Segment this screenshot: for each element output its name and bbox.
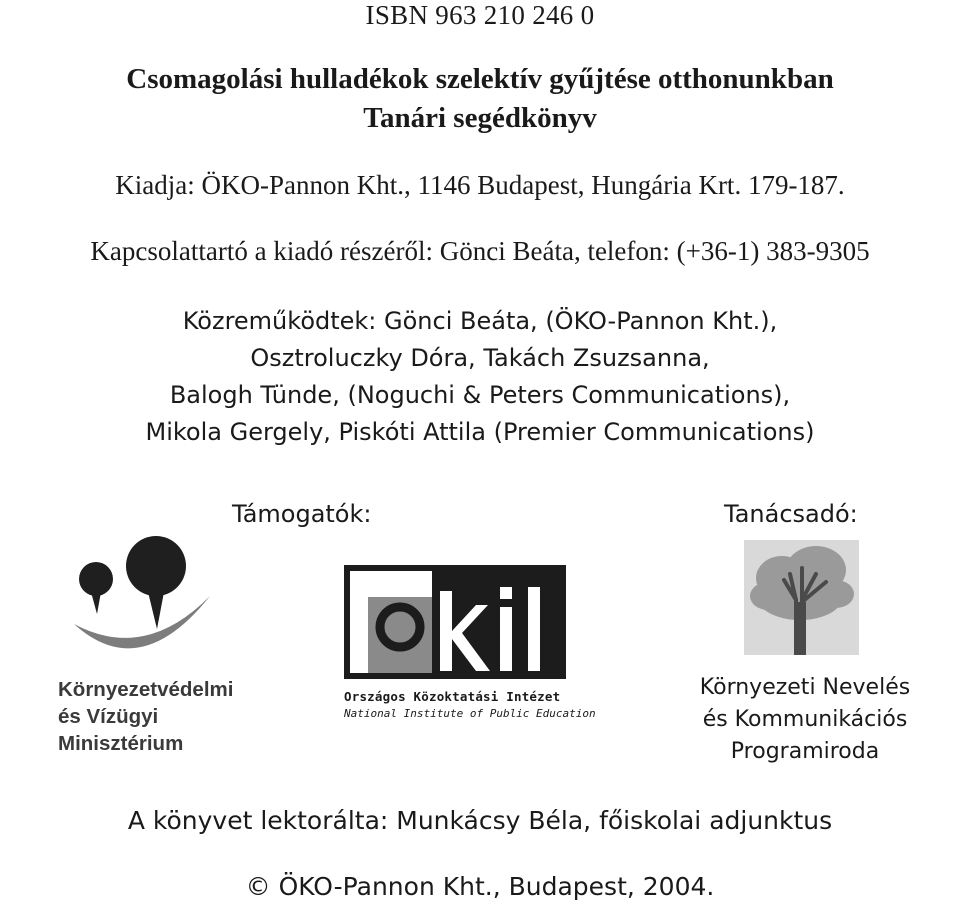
tree-logo-icon: [744, 540, 859, 655]
contributors-line: Közreműködtek: Gönci Beáta, (ÖKO-Pannon Kht.),: [182, 307, 778, 335]
oki-english-name: National Institute of Public Education: [344, 707, 596, 720]
book-subtitle: Tanári segédkönyv: [363, 102, 597, 134]
advisor-label: Tanácsadó:: [724, 500, 858, 528]
advisor-name-line: Programiroda: [730, 739, 880, 764]
contributors-line: Osztroluczky Dóra, Takách Zsuzsanna,: [250, 344, 710, 372]
ministry-name-line: Környezetvédelmi: [58, 678, 234, 701]
isbn: ISBN 963 210 246 0: [365, 0, 595, 30]
ministry-name-line: Minisztérium: [58, 732, 184, 755]
ministry-name-line: és Vízügyi: [58, 705, 159, 728]
advisor-name: [660, 672, 950, 768]
contributors-line: Balogh Tünde, (Noguchi & Peters Communications),: [169, 381, 791, 409]
publisher-line: Kiadja: ÖKO-Pannon Kht., 1146 Budapest, Hungária Krt. 179-187.: [115, 170, 845, 200]
supporters-label: Támogatók:: [232, 500, 372, 528]
copyright-line: © ÖKO-Pannon Kht., Budapest, 2004.: [245, 872, 715, 901]
book-title: Csomagolási hulladékok szelektív gyűjtése otthonunkban: [126, 63, 834, 95]
oki-name: Országos Közoktatási Intézet: [344, 689, 561, 704]
contact-line: Kapcsolattartó a kiadó részéről: Gönci Beáta, telefon: (+36-1) 383-9305: [90, 236, 870, 266]
reviewer-line: A könyvet lektorálta: Munkácsy Béla, főiskolai adjunktus: [127, 806, 833, 835]
advisor-name-line: és Kommunikációs: [702, 707, 908, 732]
ministry-name: [58, 676, 233, 757]
advisor-name-line: Környezeti Nevelés: [699, 675, 911, 700]
contributors-line: Mikola Gergely, Piskóti Attila (Premier Communications): [145, 418, 815, 446]
ministry-logo-icon: [70, 534, 220, 664]
oki-logo-icon: [344, 565, 566, 679]
contributors-block: [0, 303, 960, 451]
